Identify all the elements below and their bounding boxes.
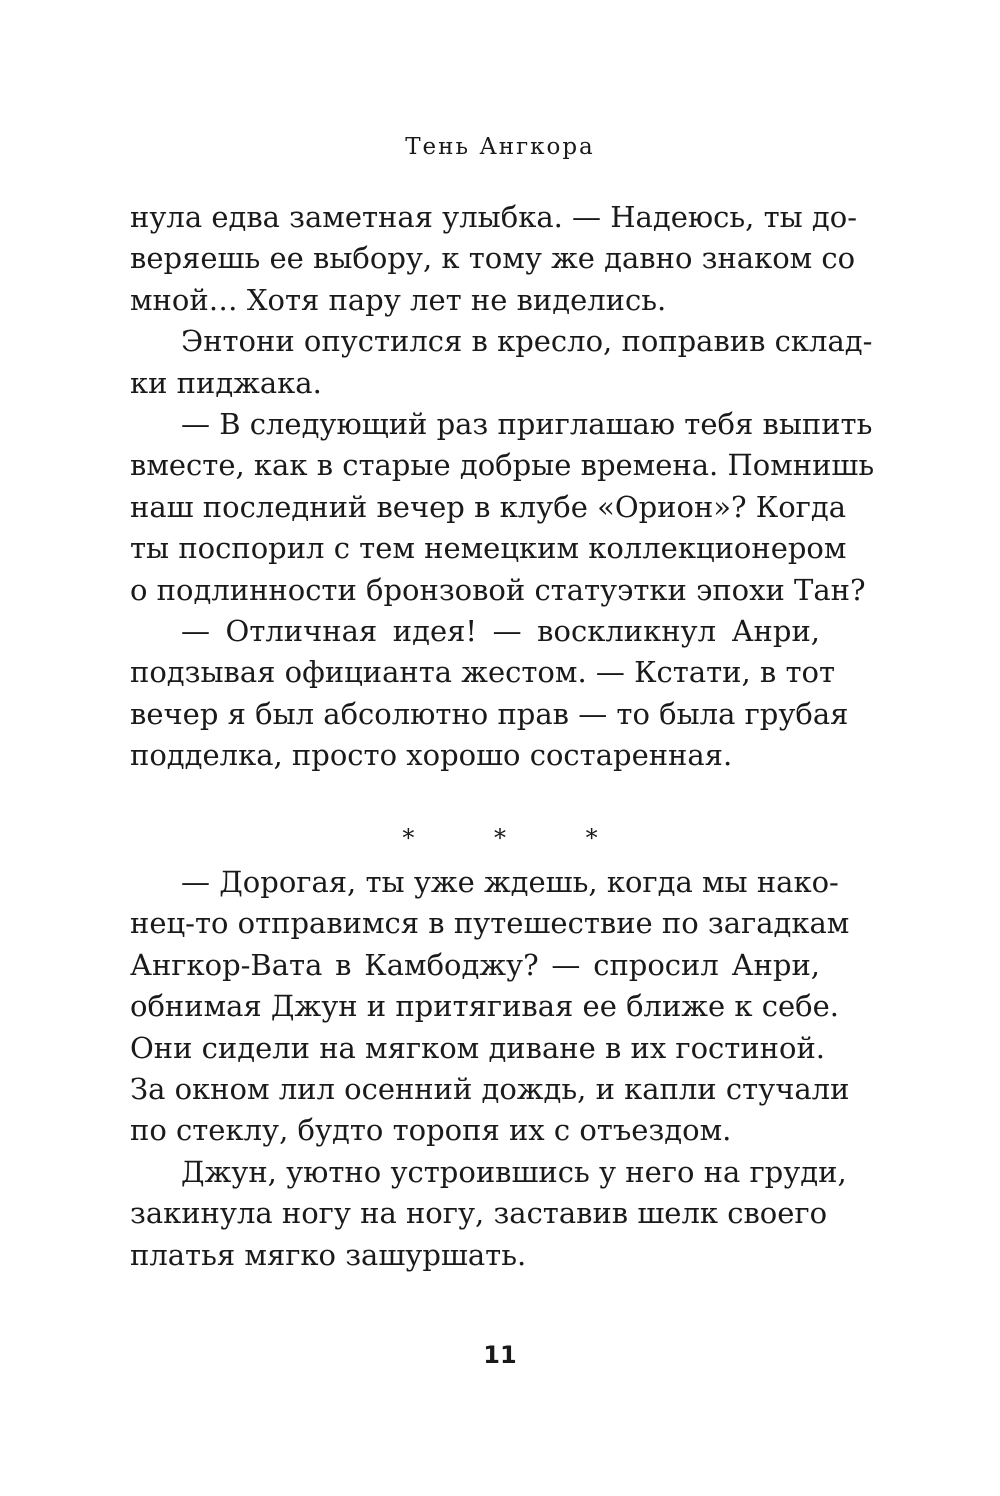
text-block-lower [130, 862, 850, 1276]
text-line: — В следующий раз приглашаю тебя выпить [181, 407, 873, 442]
text-line: вечер я был абсолютно прав — то была грубая [130, 696, 849, 731]
text-line: подделка, просто хорошо состаренная. [130, 738, 733, 773]
text-line: — Отличная идея! — воскликнул Анри, [181, 614, 820, 649]
text-line: За окном лил осенний дождь, и капли стучали [130, 1072, 850, 1107]
text-line: веряешь ее выбору, к тому же давно знаком со [130, 241, 856, 276]
text-line: ки пиджака. [130, 365, 322, 400]
text-line: платья мягко зашуршать. [130, 1237, 527, 1272]
text-line: по стеклу, будто торопя их с отъездом. [130, 1113, 732, 1148]
text-line: о подлинности бронзовой статуэтки эпохи Тан? [130, 572, 866, 607]
section-separator [0, 822, 1000, 854]
text-line: наш последний вечер в клубе «Орион»? Когда [130, 489, 847, 524]
running-title: Тень Ангкора [405, 134, 595, 160]
text-block-upper [130, 197, 875, 777]
text-line: — Дорогая, ты уже ждешь, когда мы нако- [181, 865, 839, 899]
text-line: подзывая официанта жестом. — Кстати, в тот [130, 655, 836, 690]
text-line: Джун, уютно устроившись у него на груди, [181, 1154, 847, 1189]
text-line: нула едва заметная улыбка. — Надеюсь, ты до- [130, 200, 858, 234]
text-line: Энтони опустился в кресло, поправив склад- [181, 324, 873, 359]
text-line: вместе, как в старые добрые времена. Помнишь [130, 448, 875, 483]
text-line: нец-то отправимся в путешествие по загадкам [130, 906, 850, 941]
separator-asterisks: * * * [402, 824, 634, 852]
text-line: ты поспорил с тем немецким коллекционером [130, 531, 847, 566]
text-line: Ангкор-Вата в Камбоджу? — спросил Анри, [130, 947, 820, 982]
text-line: закинула ногу на ногу, заставив шелк своего [130, 1196, 828, 1231]
page-number: 11 [483, 1341, 517, 1369]
text-line: обнимая Джун и притягивая ее ближе к себе. [130, 989, 839, 1024]
text-line: Они сидели на мягком диване в их гостиной. [130, 1030, 826, 1065]
text-line: мной… Хотя пару лет не виделись. [130, 282, 667, 317]
